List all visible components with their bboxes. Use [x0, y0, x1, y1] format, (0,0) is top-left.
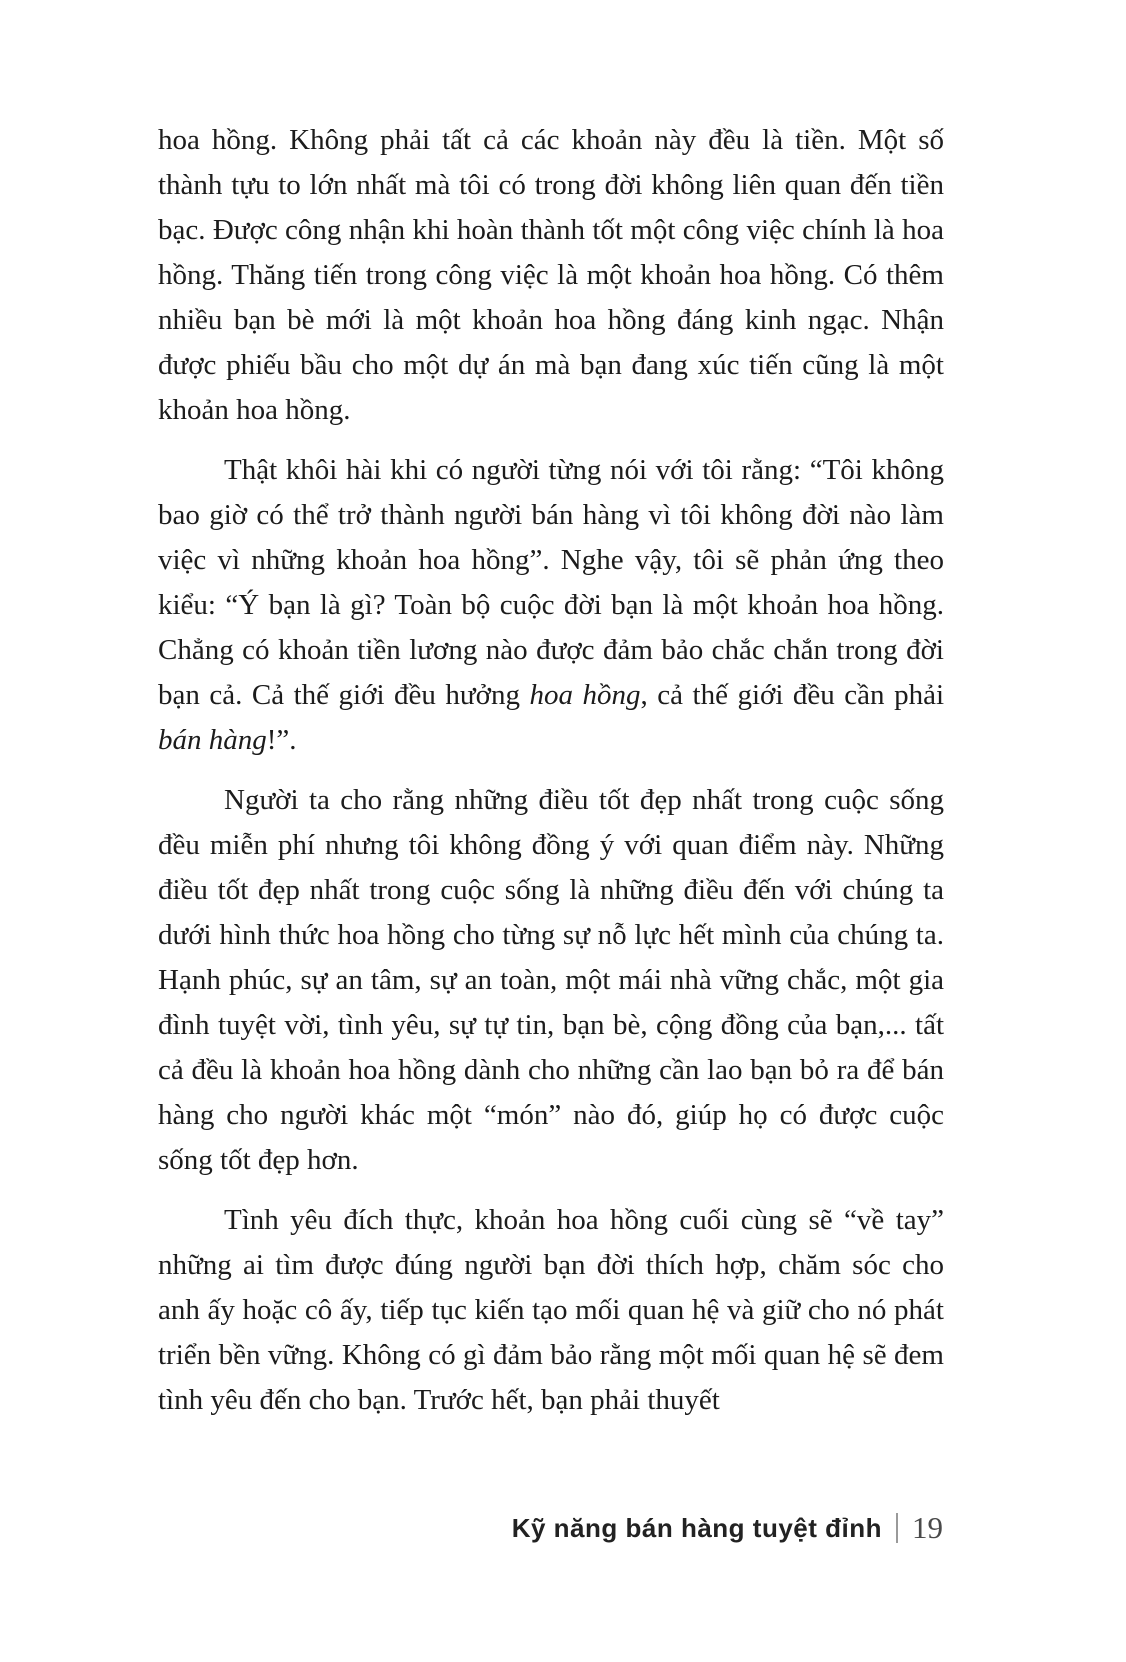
text-run: !”.: [266, 724, 297, 756]
text-run: Tình yêu đích thực, khoản hoa hồng cuối cùng sẽ “về tay” những ai tìm được đúng người bạn đời thích hợp, chăm sóc cho anh ấy hoặc cô ấy, tiếp tục kiến tạo mối quan hệ và giữ cho nó phát triển bền vững. Không có gì đảm bảo rằng một mối quan hệ sẽ đem tình yêu đến cho bạn. Trước hết, bạn phải thuyết: [158, 1204, 944, 1416]
paragraph: [158, 778, 944, 1183]
text-run: , cả thế giới đều cần phải: [640, 679, 944, 711]
paragraph: [158, 448, 944, 763]
paragraph: [158, 1198, 944, 1423]
page-footer: [512, 1510, 943, 1546]
italic-text-run: hoa hồng: [529, 679, 641, 711]
footer-separator-line: [896, 1513, 898, 1543]
footer-book-title: Kỹ năng bán hàng tuyệt đỉnh: [511, 1512, 882, 1543]
text-run: Người ta cho rằng những điều tốt đẹp nhất trong cuộc sống đều miễn phí nhưng tôi không đồng ý với quan điểm này. Những điều tốt đẹp nhất trong cuộc sống là những điều đến với chúng ta dưới hình thức hoa hồng cho từng sự nỗ lực hết mình của chúng ta. Hạnh phúc, sự an tâm, sự an toàn, một mái nhà vững chắc, một gia đình tuyệt vời, tình yêu, sự tự tin, bạn bè, cộng đồng của bạn,... tất cả đều là khoản hoa hồng dành cho những cần lao bạn bỏ ra để bán hàng cho người khác một “món” nào đó, giúp họ có được cuộc sống tốt đẹp hơn.: [158, 784, 944, 1176]
italic-text-run: bán hàng: [158, 724, 267, 756]
text-run: Thật khôi hài khi có người từng nói với tôi rằng: “Tôi không bao giờ có thể trở thành người bán hàng vì tôi không đời nào làm việc vì những khoản hoa hồng”. Nghe vậy, tôi sẽ phản ứng theo kiểu: “Ý bạn là gì? Toàn bộ cuộc đời bạn là một khoản hoa hồng. Chẳng có khoản tiền lương nào được đảm bảo chắc chắn trong đời bạn cả. Cả thế giới đều hưởng: [158, 454, 944, 711]
body-text-block: [158, 118, 944, 1438]
footer-page-number: 19: [912, 1510, 943, 1545]
paragraph: [158, 118, 944, 433]
text-run: hoa hồng. Không phải tất cả các khoản này đều là tiền. Một số thành tựu to lớn nhất mà tôi có trong đời không liên quan đến tiền bạc. Được công nhận khi hoàn thành tốt một công việc chính là hoa hồng. Thăng tiến trong công việc là một khoản hoa hồng. Có thêm nhiều bạn bè mới là một khoản hoa hồng đáng kinh ngạc. Nhận được phiếu bầu cho một dự án mà bạn đang xúc tiến cũng là một khoản hoa hồng.: [158, 124, 944, 426]
